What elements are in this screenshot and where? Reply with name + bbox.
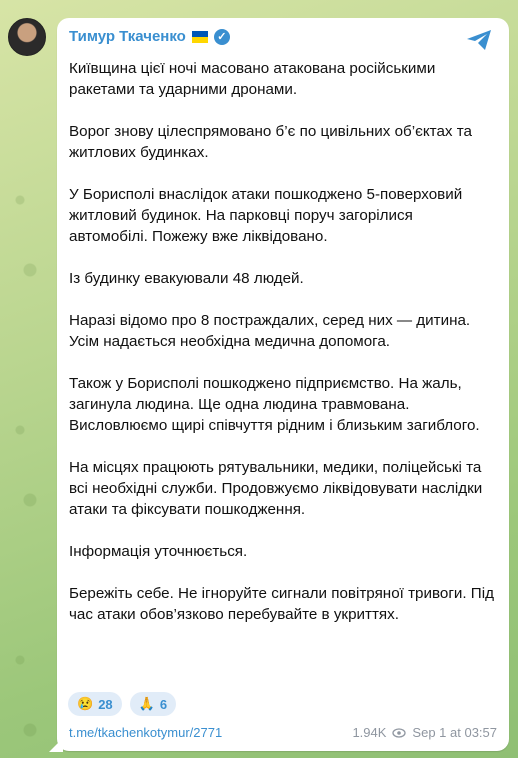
message-meta <box>352 725 497 740</box>
channel-avatar[interactable] <box>8 18 46 56</box>
views-count: 1.94K <box>352 725 387 740</box>
paragraph: Інформація уточнюється. <box>69 543 248 560</box>
ukraine-flag-icon <box>192 31 208 43</box>
paragraph: Наразі відомо про 8 постраждалих, серед них — дитина. Усім надається необхідна медична допомога. <box>69 312 471 350</box>
paragraph: У Борисполі внаслідок атаки пошкоджено 5-поверховий житловий будинок. На парковці поруч загорілися автомобілі. Пожежу вже ліквідовано. <box>69 186 463 245</box>
paragraph: Київщина цієї ночі масовано атакована російськими ракетами та ударними дронами. <box>69 60 436 98</box>
crying-face-icon: 😢 <box>77 696 94 711</box>
paragraph: Із будинку евакуювали 48 людей. <box>69 270 304 287</box>
message-footer <box>69 725 497 740</box>
share-icon[interactable] <box>465 28 493 52</box>
reaction-pray[interactable] <box>130 692 176 716</box>
paragraph: Також у Борисполі пошкоджено підприємство. На жаль, загинула людина. Ще одна людина травмована. Висловлюємо щирі співчуття рідним і близьким загиблого. <box>69 375 480 434</box>
paragraph: На місцях працюють рятувальники, медики, поліцейські та всі необхідні служби. Продовжуємо ліквідовувати наслідки атаки та фіксувати пошкодження. <box>69 459 483 518</box>
sender-name[interactable]: Тимур Ткаченко <box>69 28 186 45</box>
message-text <box>69 58 494 646</box>
message-header <box>69 28 230 45</box>
message-bubble <box>57 18 509 751</box>
reaction-count: 28 <box>98 696 113 712</box>
reaction-count: 6 <box>159 696 168 712</box>
eye-icon <box>392 728 406 738</box>
reaction-crying[interactable] <box>68 692 122 716</box>
post-link[interactable]: t.me/tkachenkotymur/2771 <box>69 725 223 740</box>
verified-icon: ✓ <box>214 29 230 45</box>
reactions-bar <box>68 692 176 716</box>
praying-hands-icon: 🙏 <box>138 696 155 711</box>
paragraph: Ворог знову цілеспрямовано б’є по цивільних об’єктах та житлових будинках. <box>69 123 472 161</box>
message-timestamp: Sep 1 at 03:57 <box>412 725 497 740</box>
paragraph: Бережіть себе. Не ігноруйте сигнали повітряної тривоги. Під час атаки обов’язково перебувайте в укриттях. <box>69 585 494 623</box>
